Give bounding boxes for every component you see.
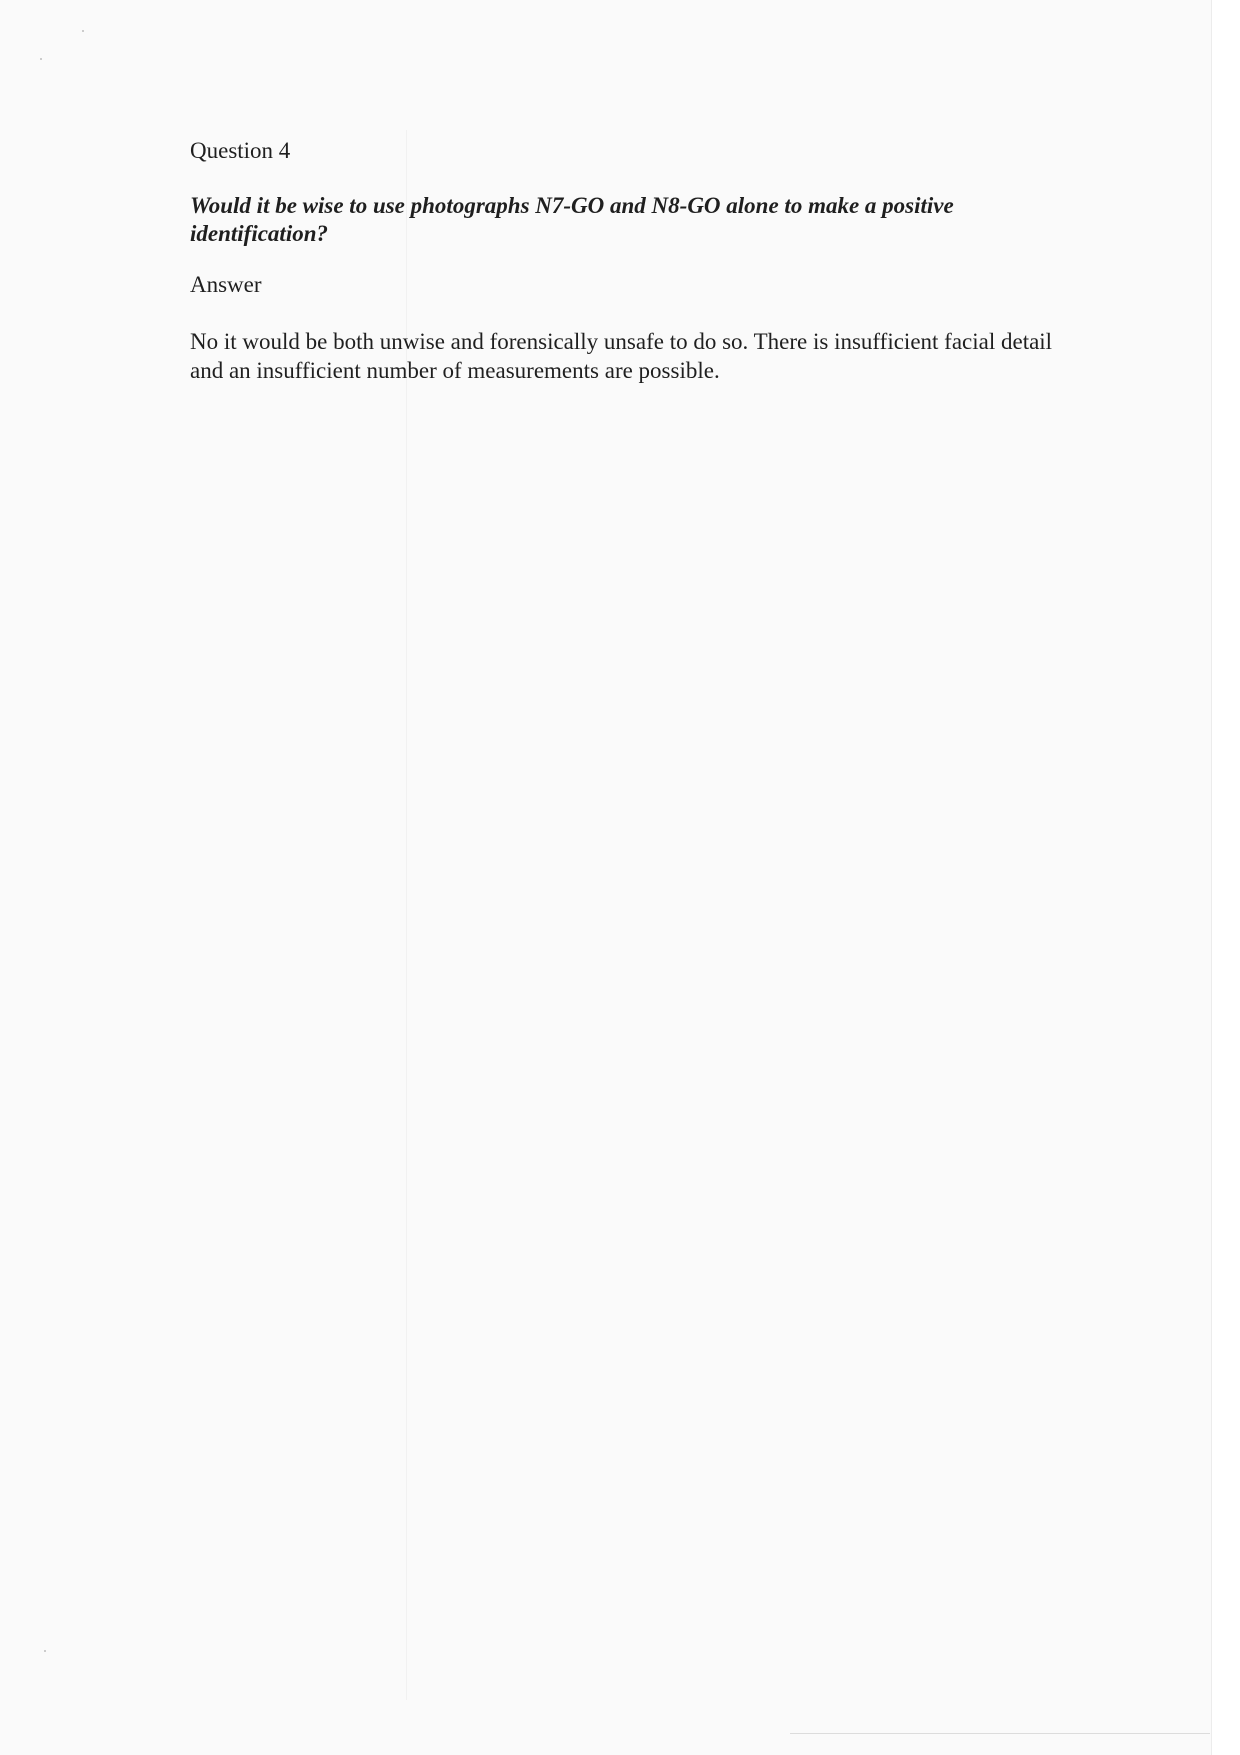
scan-speck <box>40 58 42 60</box>
scan-speck <box>44 1650 46 1652</box>
document-body <box>190 136 1070 385</box>
question-text: Would it be wise to use photographs N7-GO and N8-GO alone to make a positive identification? <box>190 193 954 246</box>
answer-text: No it would be both unwise and forensically unsafe to do so. There is insufficient facial detail and an insufficient number of measurements are possible. <box>190 329 1053 383</box>
scan-speck <box>82 30 84 32</box>
bottom-rule <box>790 1733 1210 1734</box>
answer-heading: Answer <box>190 272 262 297</box>
question-heading: Question 4 <box>190 138 291 163</box>
page-edge <box>1211 0 1240 1755</box>
